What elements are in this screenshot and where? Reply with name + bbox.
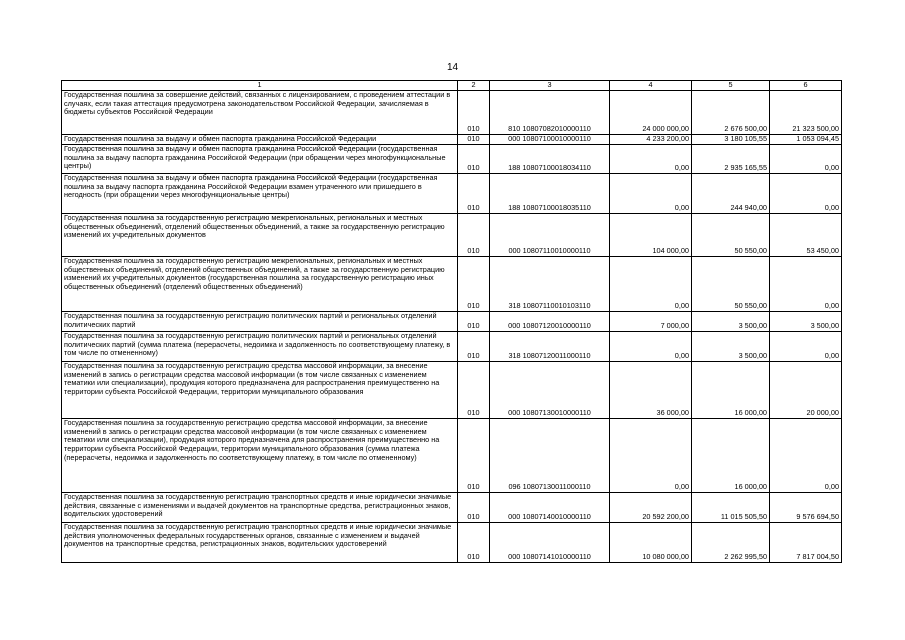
line-code: 010: [458, 91, 490, 135]
approved-amount: 24 000 000,00: [610, 91, 692, 135]
executed-amount: 11 015 505,50: [692, 493, 770, 523]
approved-amount: 0,00: [610, 419, 692, 493]
table-row: [62, 362, 842, 419]
executed-amount: 244 940,00: [692, 174, 770, 214]
approved-amount: 4 233 200,00: [610, 135, 692, 145]
table-row: [62, 312, 842, 332]
unexecuted-amount: 53 450,00: [770, 214, 842, 257]
approved-amount: 0,00: [610, 257, 692, 312]
column-header: 3: [490, 81, 610, 91]
row-description: Государственная пошлина за выдачу и обмен паспорта гражданина Российской Федерации (государственная пошлина за выдачу паспорта гражданина Российской Федерации взамен утраченного или пришедшего в негодность (при обращении через многофункциональные центры): [62, 174, 458, 214]
unexecuted-amount: 21 323 500,00: [770, 91, 842, 135]
column-header: 6: [770, 81, 842, 91]
unexecuted-amount: 1 053 094,45: [770, 135, 842, 145]
executed-amount: 50 550,00: [692, 214, 770, 257]
column-header: 2: [458, 81, 490, 91]
row-description: Государственная пошлина за государственную регистрацию межрегиональных, региональных и местных общественных объединений, отделений общественных объединений, а также за государственную регистрацию изменений их учредительных документов (государственная пошлина за государственную регистрацию иных общественных объединений (отделений общественных объединений): [62, 257, 458, 312]
line-code: 010: [458, 362, 490, 419]
table-row: [62, 419, 842, 493]
budget-classification-code: 318 10807110010103110: [490, 257, 610, 312]
approved-amount: 7 000,00: [610, 312, 692, 332]
unexecuted-amount: 0,00: [770, 419, 842, 493]
table-row: [62, 493, 842, 523]
unexecuted-amount: 7 817 004,50: [770, 523, 842, 563]
line-code: 010: [458, 493, 490, 523]
line-code: 010: [458, 174, 490, 214]
row-description: Государственная пошлина за государственную регистрацию средства массовой информации, за внесение изменений в запись о регистрации средства массовой информации (в том числе связанных с изменением тематики или специализации), продукция которого предназначена для распространения преимущественно на территории субъекта Российской Федерации, территории муниципального образования (сумма платежа (перерасчеты, недоимка и задолженность по соответствующему платежу, в том числе по отмененному): [62, 419, 458, 493]
row-description: Государственная пошлина за государственную регистрацию политических партий и региональных отделений политических партий (сумма платежа (перерасчеты, недоимка и задолженность по соответствующему платежу, в том числе по отмененному): [62, 332, 458, 362]
row-description: Государственная пошлина за государственную регистрацию политических партий и региональных отделений политических партий: [62, 312, 458, 332]
budget-classification-code: 000 10807110010000110: [490, 214, 610, 257]
executed-amount: 3 500,00: [692, 312, 770, 332]
budget-revenue-table: [61, 80, 842, 563]
line-code: 010: [458, 523, 490, 563]
unexecuted-amount: 9 576 694,50: [770, 493, 842, 523]
executed-amount: 2 935 165,55: [692, 145, 770, 174]
row-description: Государственная пошлина за государственную регистрацию транспортных средств и иные юридически значимые действия уполномоченных федеральных государственных органов, связанные с изменением и выдачей документов на транспортные средства, регистрационных знаков, водительских удостоверений: [62, 523, 458, 563]
executed-amount: 2 676 500,00: [692, 91, 770, 135]
budget-classification-code: 188 10807100018035110: [490, 174, 610, 214]
budget-classification-code: 318 10807120011000110: [490, 332, 610, 362]
budget-classification-code: 000 10807100010000110: [490, 135, 610, 145]
budget-classification-code: 000 10807141010000110: [490, 523, 610, 563]
executed-amount: 16 000,00: [692, 419, 770, 493]
column-number-row: [62, 81, 842, 91]
row-description: Государственная пошлина за выдачу и обмен паспорта гражданина Российской Федерации (государственная пошлина за выдачу паспорта гражданина Российской Федерации (при обращении через многофункциональные центры): [62, 145, 458, 174]
row-description: Государственная пошлина за совершение действий, связанных с лицензированием, с проведением аттестации в случаях, если такая аттестация предусмотрена законодательством Российской Федерации, зачисляемая в бюджеты субъектов Российской Федерации: [62, 91, 458, 135]
line-code: 010: [458, 214, 490, 257]
unexecuted-amount: 20 000,00: [770, 362, 842, 419]
budget-classification-code: 810 10807082010000110: [490, 91, 610, 135]
table-row: [62, 135, 842, 145]
budget-classification-code: 188 10807100018034110: [490, 145, 610, 174]
budget-classification-code: 000 10807120010000110: [490, 312, 610, 332]
executed-amount: 2 262 995,50: [692, 523, 770, 563]
executed-amount: 16 000,00: [692, 362, 770, 419]
approved-amount: 36 000,00: [610, 362, 692, 419]
budget-classification-code: 096 10807130011000110: [490, 419, 610, 493]
column-header: 1: [62, 81, 458, 91]
row-description: Государственная пошлина за государственную регистрацию транспортных средств и иные юридически значимые действия, связанные с изменениями и выдачей документов на транспортные средства, регистрационных знаков, водительских удостоверений: [62, 493, 458, 523]
approved-amount: 20 592 200,00: [610, 493, 692, 523]
table-row: [62, 257, 842, 312]
unexecuted-amount: 0,00: [770, 332, 842, 362]
line-code: 010: [458, 312, 490, 332]
executed-amount: 50 550,00: [692, 257, 770, 312]
line-code: 010: [458, 419, 490, 493]
line-code: 010: [458, 332, 490, 362]
approved-amount: 0,00: [610, 332, 692, 362]
unexecuted-amount: 3 500,00: [770, 312, 842, 332]
unexecuted-amount: 0,00: [770, 257, 842, 312]
page-number: 14: [446, 62, 459, 73]
row-description: Государственная пошлина за выдачу и обмен паспорта гражданина Российской Федерации: [62, 135, 458, 145]
approved-amount: 104 000,00: [610, 214, 692, 257]
line-code: 010: [458, 145, 490, 174]
row-description: Государственная пошлина за государственную регистрацию средства массовой информации, за внесение изменений в запись о регистрации средства массовой информации (в том числе связанных с изменением тематики или специализации), продукция которого предназначена для распространения преимущественно на территории субъекта Российской Федерации, территории муниципального образования: [62, 362, 458, 419]
table-row: [62, 523, 842, 563]
unexecuted-amount: 0,00: [770, 145, 842, 174]
executed-amount: 3 500,00: [692, 332, 770, 362]
executed-amount: 3 180 105,55: [692, 135, 770, 145]
unexecuted-amount: 0,00: [770, 174, 842, 214]
table-row: [62, 332, 842, 362]
budget-classification-code: 000 10807140010000110: [490, 493, 610, 523]
line-code: 010: [458, 257, 490, 312]
column-header: 5: [692, 81, 770, 91]
line-code: 010: [458, 135, 490, 145]
table-row: [62, 174, 842, 214]
table-row: [62, 91, 842, 135]
approved-amount: 0,00: [610, 174, 692, 214]
column-header: 4: [610, 81, 692, 91]
table-row: [62, 145, 842, 174]
approved-amount: 10 080 000,00: [610, 523, 692, 563]
row-description: Государственная пошлина за государственную регистрацию межрегиональных, региональных и местных общественных объединений, отделений общественных объединений, а также за государственную регистрацию изменений их учредительных документов: [62, 214, 458, 257]
approved-amount: 0,00: [610, 145, 692, 174]
table-row: [62, 214, 842, 257]
budget-classification-code: 000 10807130010000110: [490, 362, 610, 419]
